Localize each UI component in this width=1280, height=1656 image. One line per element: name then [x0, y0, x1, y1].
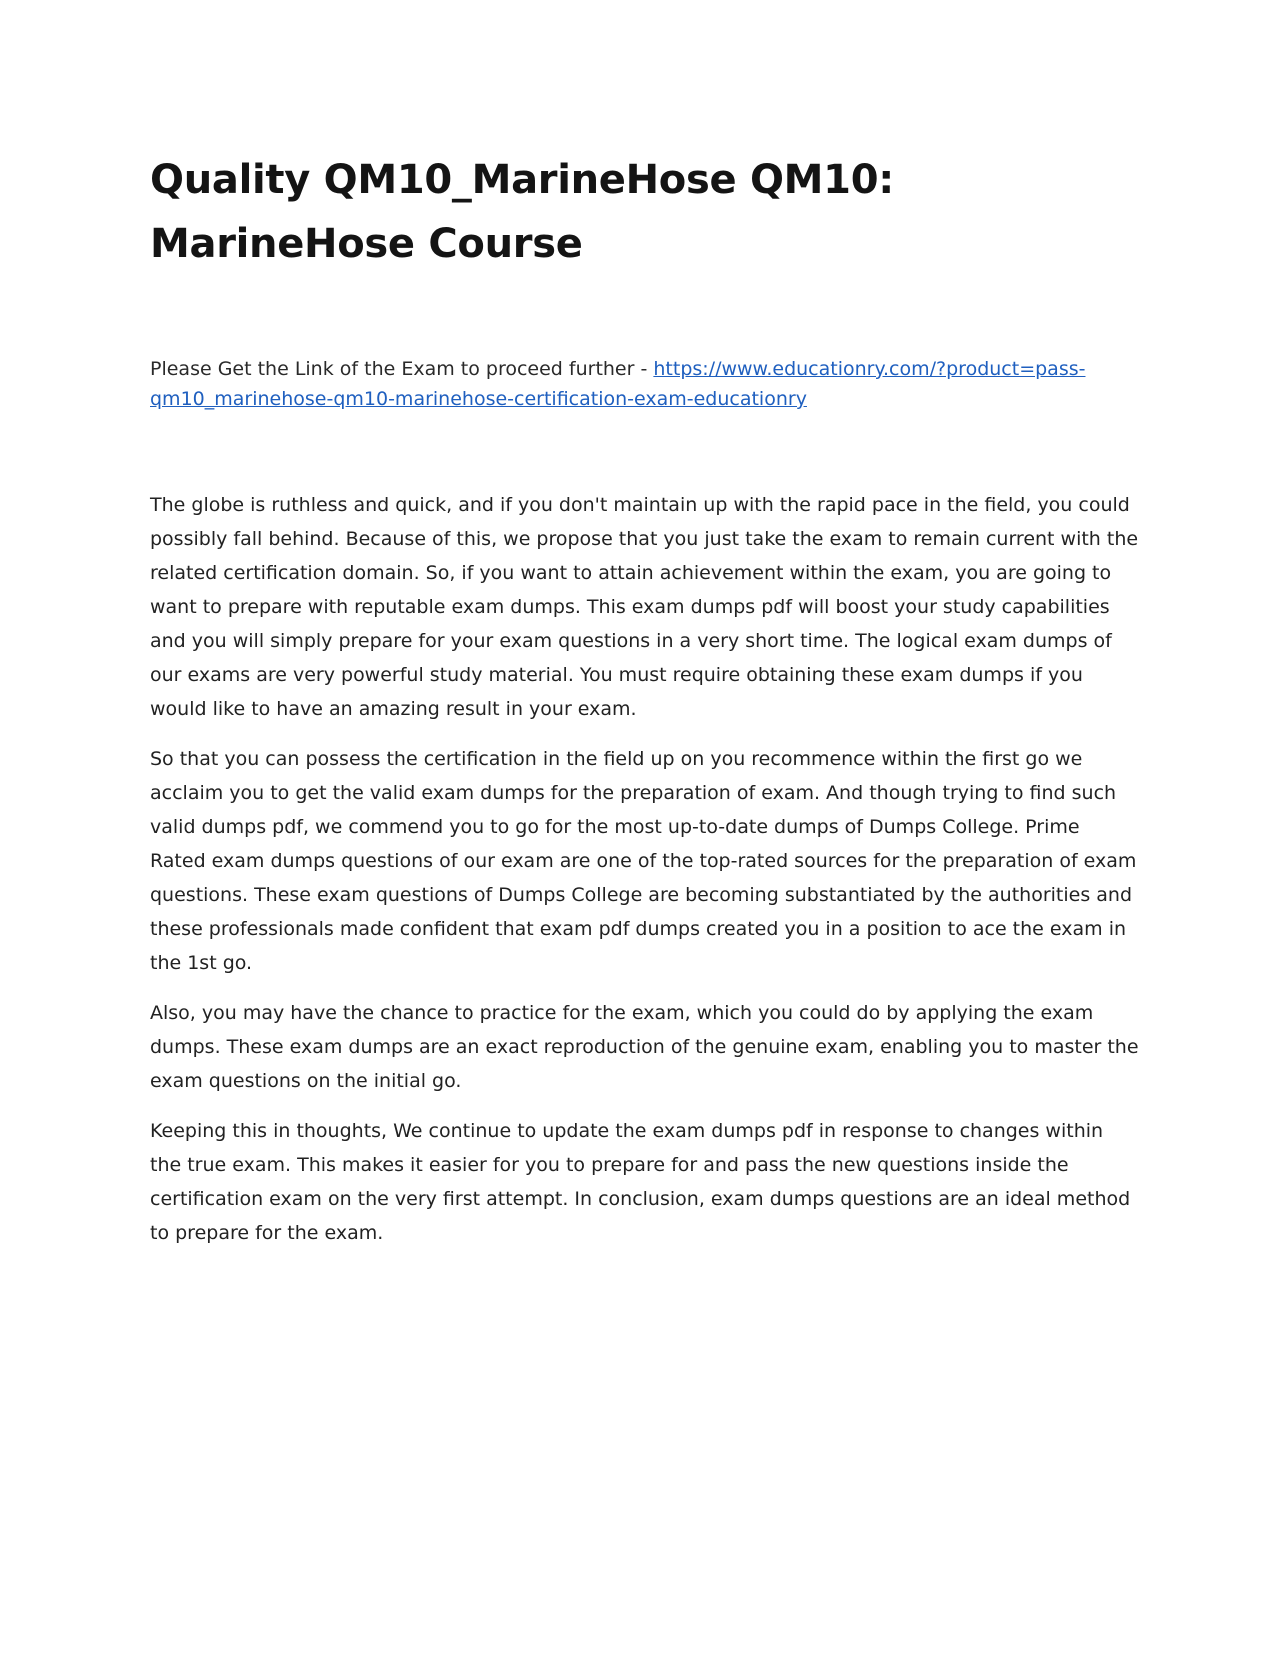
document-content	[150, 148, 1140, 1266]
paragraph: So that you can possess the certification in the field up on you recommence within the first go we acclaim you to get the valid exam dumps for the preparation of exam. And though trying to find such valid dumps pdf, we commend you to go for the most up-to-date dumps of Dumps College. Prime Rated exam dumps questions of our exam are one of the top-rated sources for the preparation of exam questions. These exam questions of Dumps College are becoming substantiated by the authorities and these professionals made confident that exam pdf dumps created you in a position to ace the exam in the 1st go.	[150, 748, 1137, 974]
paragraph: The globe is ruthless and quick, and if you don't maintain up with the rapid pace in the field, you could possibly fall behind. Because of this, we propose that you just take the exam to remain current with the related certification domain. So, if you want to attain achievement within the exam, you are going to want to prepare with reputable exam dumps. This exam dumps pdf will boost your study capabilities and you will simply prepare for your exam questions in a very short time. The logical exam dumps of our exams are very powerful study material. You must require obtaining these exam dumps if you would like to have an amazing result in your exam.	[150, 494, 1139, 720]
body-text	[150, 488, 1140, 1250]
document-title: Quality QM10_MarineHose QM10: MarineHose Course	[150, 157, 894, 267]
intro-line	[150, 354, 1140, 414]
intro-text: Please Get the Link of the Exam to proceed further -	[150, 358, 654, 380]
exam-link[interactable]: https://www.educationry.com/?product=pass-qm10_marinehose-qm10-marinehose-certification-exam-educationry	[150, 358, 1086, 410]
paragraph: Keeping this in thoughts, We continue to update the exam dumps pdf in response to changes within the true exam. This makes it easier for you to prepare for and pass the new questions inside the certification exam on the very first attempt. In conclusion, exam dumps questions are an ideal method to prepare for the exam.	[150, 1120, 1131, 1244]
paragraph: Also, you may have the chance to practice for the exam, which you could do by applying the exam dumps. These exam dumps are an exact reproduction of the genuine exam, enabling you to master the exam questions on the initial go.	[150, 1002, 1139, 1092]
